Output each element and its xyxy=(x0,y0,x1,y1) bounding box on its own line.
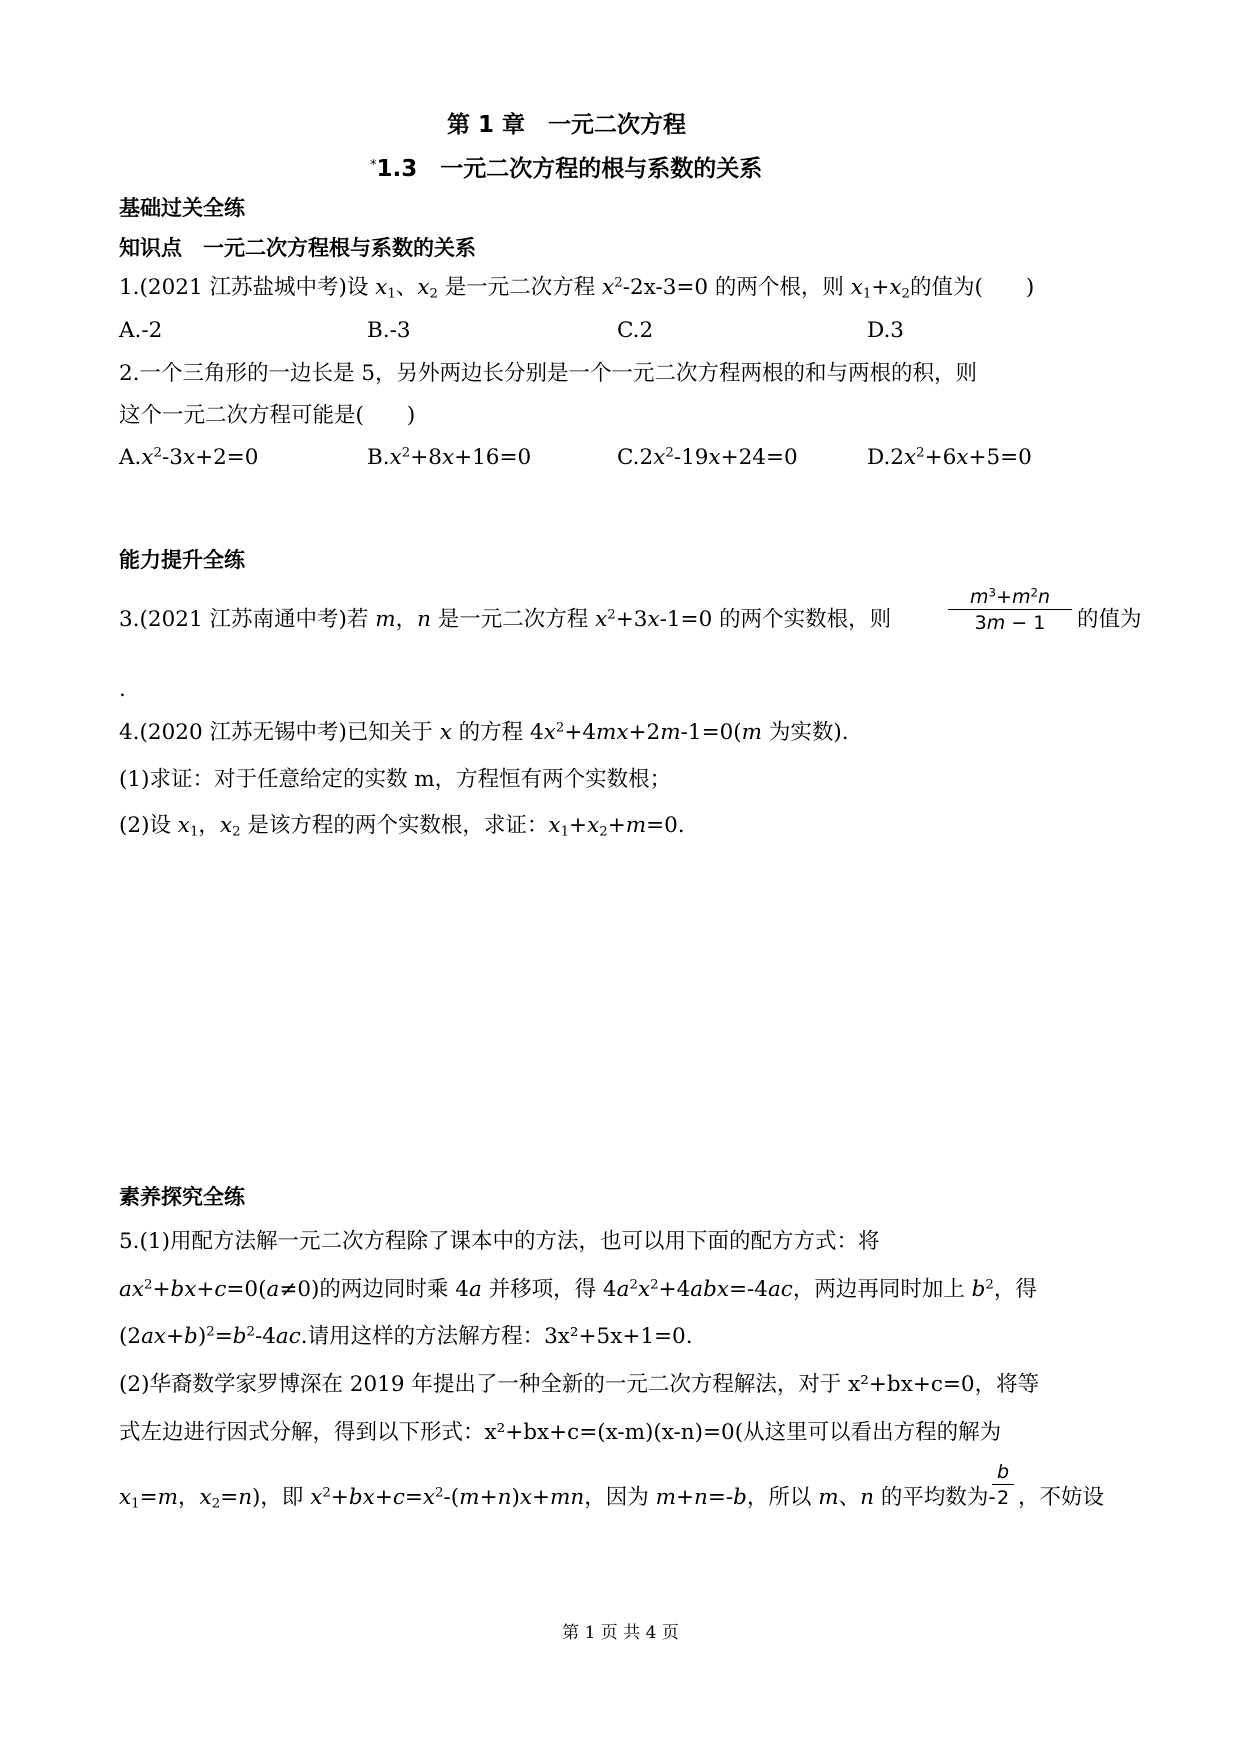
question-2-line1: 2.一个三角形的一边长是 5，另外两边长分别是一个一元二次方程两根的和与两根的积，则 xyxy=(119,361,978,386)
question-4-part2: (2)设 $x_1$，$x_2$ 是该方程的两个实数根，求证：$x_1+x_2+m=0$. xyxy=(119,813,685,840)
question-4-part1: (1)求证：对于任意给定的实数 m，方程恒有两个实数根； xyxy=(119,767,672,792)
question-5-p2-line1: (2)华裔数学家罗博深在 2019 年提出了一种全新的一元二次方程解法，对于 x²+bx+c=0，将等 xyxy=(119,1372,1040,1397)
q3-fraction: $m^3+m^2n$ 3m − 1 xyxy=(948,585,1072,636)
question-3: 3.(2021 江苏南通中考)若 m，n 是一元二次方程 $x^2+3x-1=0$ 的两个实数根，则 xyxy=(119,607,892,632)
page-footer: 第 1 页 共 4 页 xyxy=(562,1623,679,1643)
ability-heading: 能力提升全练 xyxy=(119,548,245,572)
q1-option-b: B.-3 xyxy=(367,318,411,343)
q5-fraction-b-over-2: b 2 xyxy=(992,1460,1014,1511)
q1-option-d: D.3 xyxy=(867,318,904,343)
literacy-heading: 素养探究全练 xyxy=(119,1185,245,1209)
q2-option-c: $C.2x^2-19x+24=0$ xyxy=(617,445,798,470)
knowledge-heading: 知识点 一元二次方程根与系数的关系 xyxy=(119,236,476,260)
question-1: 1.(2021 江苏盐城中考)设 $x_1$、$x_2$ 是一元二次方程 $x^2-2x-3=0$ 的两个根，则 $x_1+x_2$的值为( ) xyxy=(119,275,1035,302)
q2-option-d: $D.2x^2+6x+5=0$ xyxy=(867,445,1032,470)
q3-end-text: 的值为 xyxy=(1077,607,1142,632)
basic-heading: 基础过关全练 xyxy=(119,196,245,220)
q2-option-a: $A.x^2-3x+2=0$ xyxy=(119,445,259,470)
chapter-title: 第 1 章 一元二次方程 xyxy=(447,112,687,138)
question-5-p1-line2: $ax^2+bx+c=0(a\ne 0)$的两边同时乘 4a 并移项，得 $4a^2x^2+4abx=-4ac$，两边再同时加上 $b^2$，得 xyxy=(119,1277,1037,1302)
q3-period: . xyxy=(119,677,126,702)
section-title: *1.3 一元二次方程的根与系数的关系 xyxy=(370,156,763,182)
question-5-p2-line3: $x_1=m$，$x_2=n$)，即 $x^2+bx+c=x^2-(m+n)x+mn$，因为 m+n=-b，所以 m、n 的平均数为- xyxy=(119,1485,996,1512)
q1-option-c: C.2 xyxy=(617,318,654,343)
question-5-p2-line2: 式左边进行因式分解，得到以下形式：x²+bx+c=(x-m)(x-n)=0(从这里可以看出方程的解为 xyxy=(119,1420,1002,1445)
question-5-p1-line3: $(2ax+b)^2=b^2-4ac$.请用这样的方法解方程：3x²+5x+1=0. xyxy=(119,1324,693,1349)
q2-option-b: $B.x^2+8x+16=0$ xyxy=(367,445,532,470)
question-2-line2: 这个一元二次方程可能是( ) xyxy=(119,403,416,428)
question-4: 4.(2020 江苏无锡中考)已知关于 x 的方程 $4x^2+4mx+2m-1=0(m$ 为实数). xyxy=(119,720,849,745)
q5-end-text: ，不妨设 xyxy=(1018,1485,1105,1510)
question-5-p1-line1: 5.(1)用配方法解一元二次方程除了课本中的方法，也可以用下面的配方方式：将 xyxy=(119,1229,880,1254)
q1-option-a: A.-2 xyxy=(119,318,163,343)
